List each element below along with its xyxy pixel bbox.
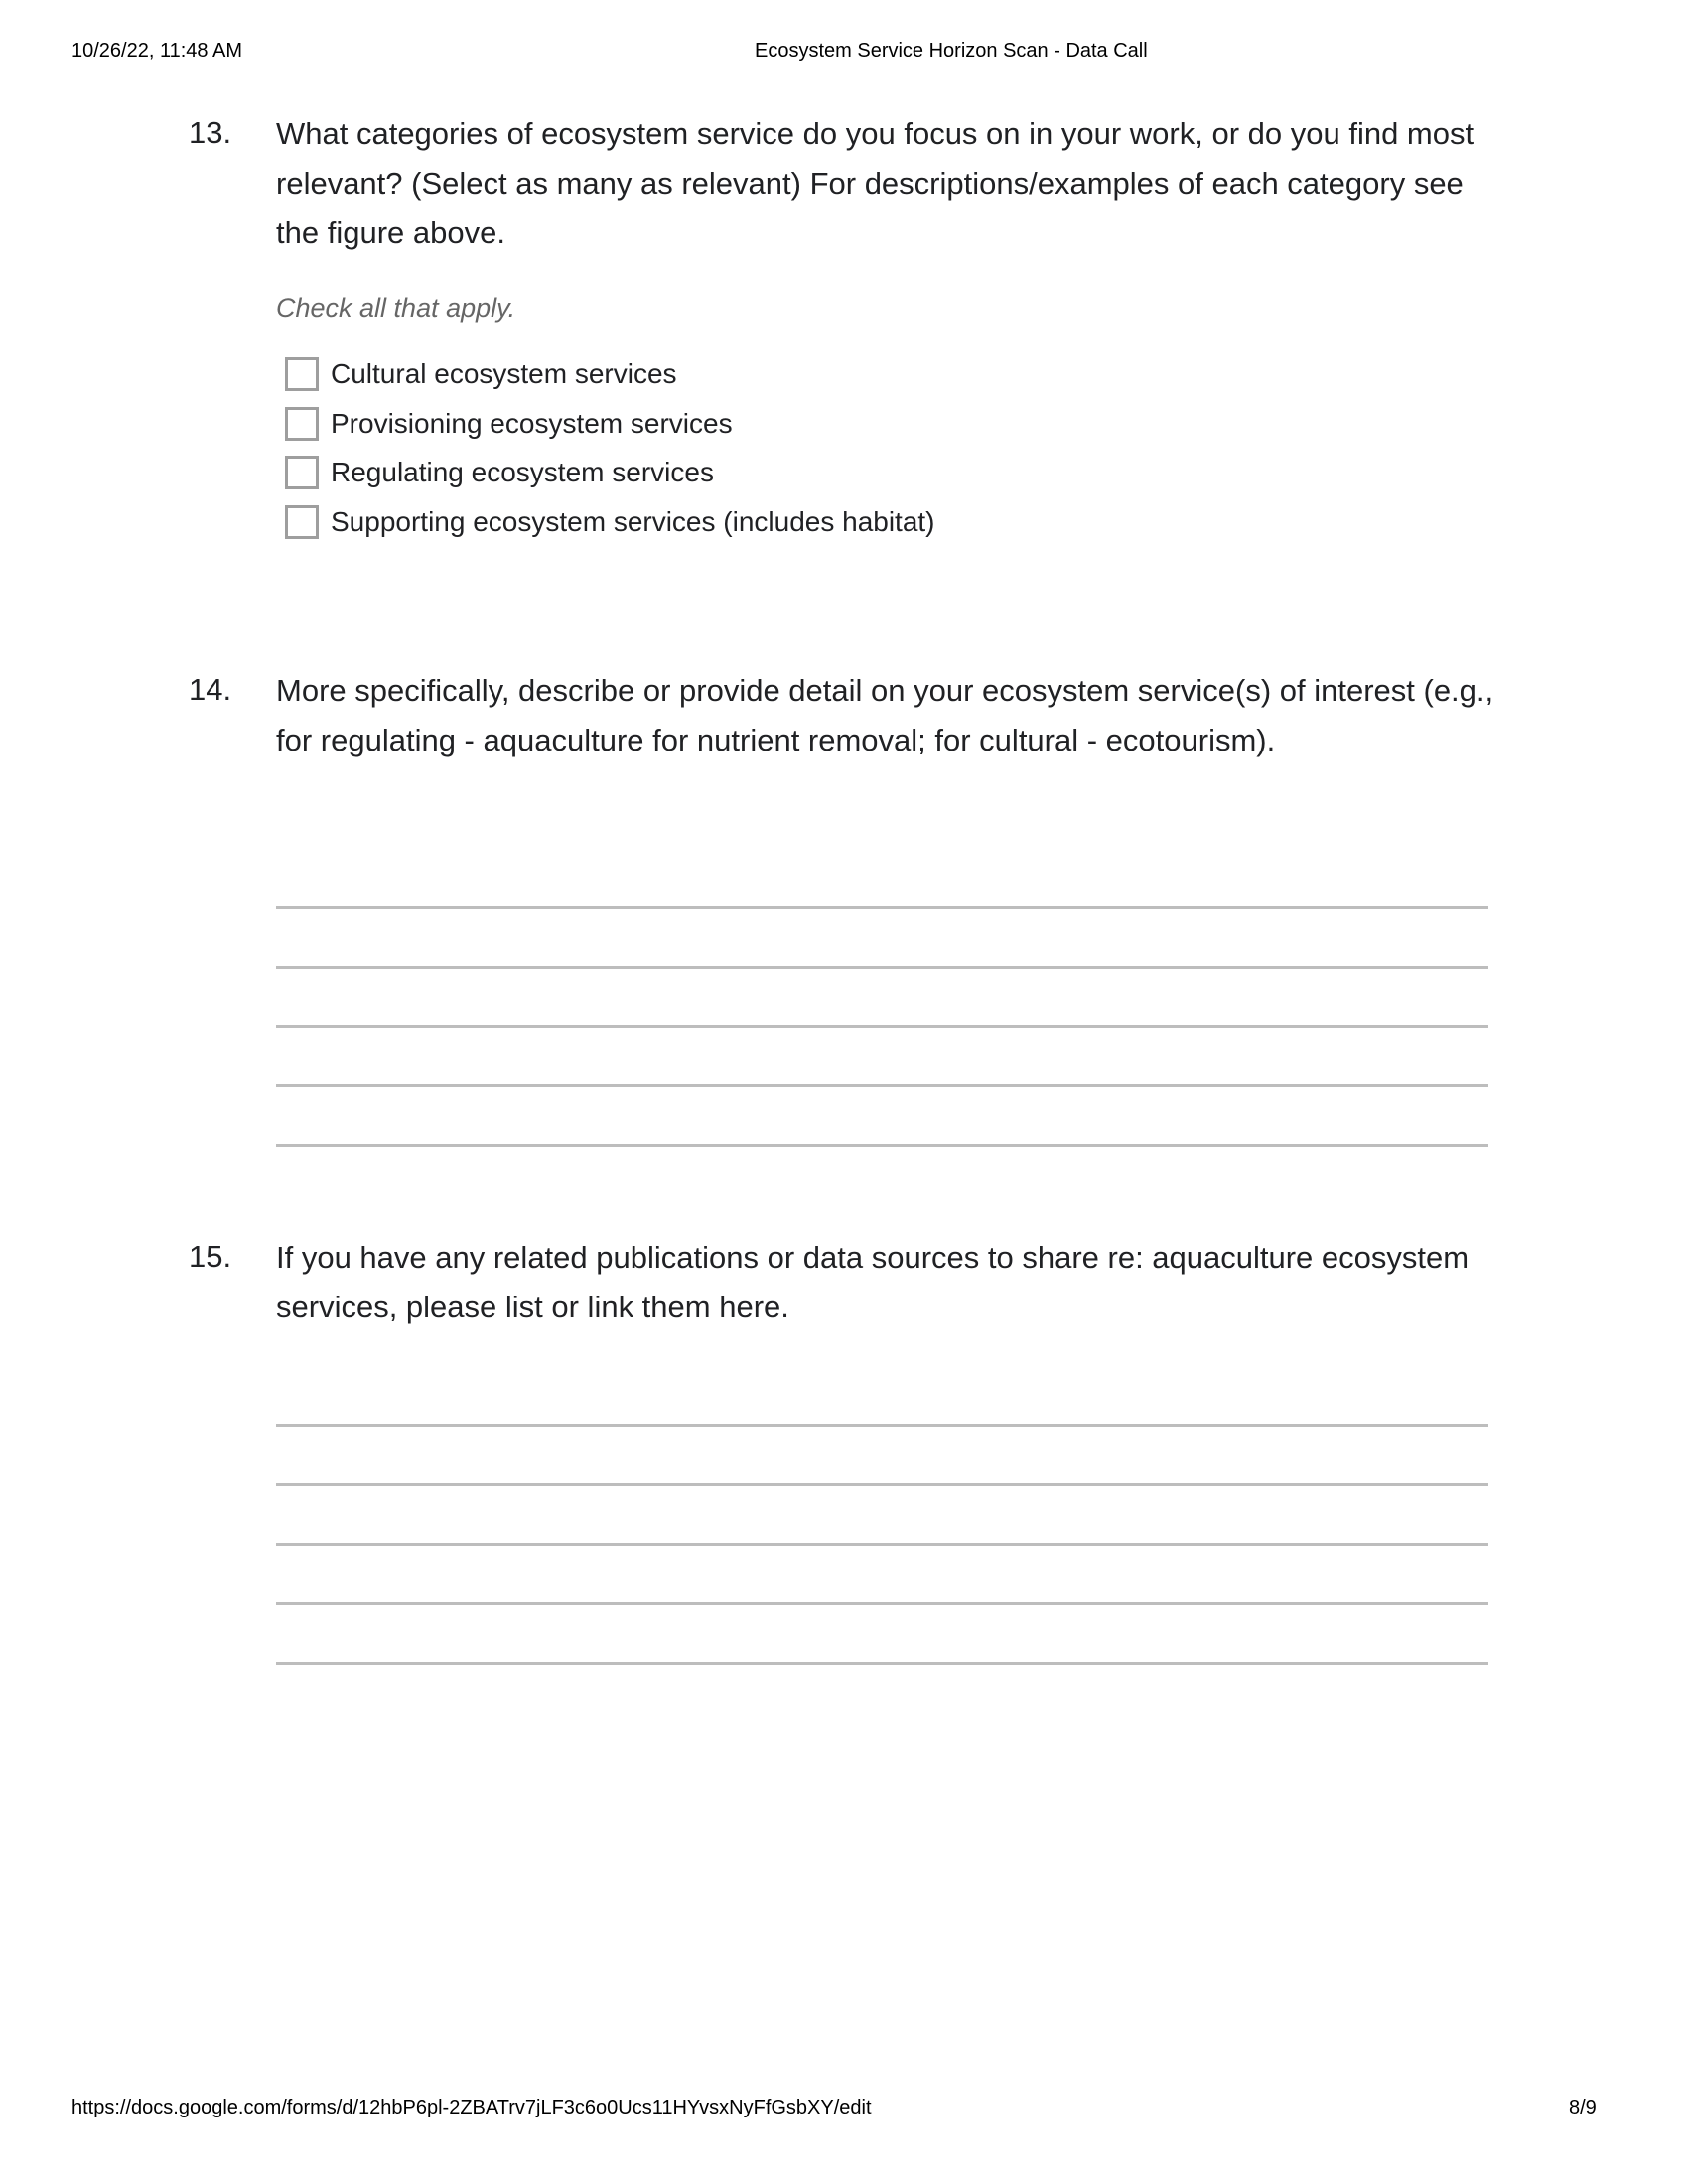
page-title: Ecosystem Service Horizon Scan - Data Call <box>755 40 1148 62</box>
question-number: 13. <box>189 115 232 150</box>
answer-line <box>276 906 1488 909</box>
option-supporting[interactable] <box>285 505 935 539</box>
option-cultural[interactable] <box>285 357 677 391</box>
option-label: Regulating ecosystem services <box>331 457 714 487</box>
option-label: Provisioning ecosystem services <box>331 408 733 439</box>
answer-line <box>276 1144 1488 1147</box>
answer-line <box>276 1424 1488 1427</box>
answer-line <box>276 1543 1488 1546</box>
page-url: https://docs.google.com/forms/d/12hbP6pl-2ZBATrv7jLF3c6o0Ucs11HYvsxNyFfGsbXY/edit <box>71 2097 872 2118</box>
answer-line <box>276 1483 1488 1486</box>
option-provisioning[interactable] <box>285 407 733 441</box>
option-label: Cultural ecosystem services <box>331 358 677 389</box>
answer-line <box>276 1084 1488 1087</box>
answer-line <box>276 1602 1488 1605</box>
question-hint: Check all that apply. <box>276 293 516 323</box>
question-text: If you have any related publications or data sources to share re: aquaculture ecosystem services, please list or link them here. <box>276 1240 1470 1324</box>
question-text: More specifically, describe or provide detail on your ecosystem service(s) of interest (e.g., for regulating - aquaculture for nutrient removal; for cultural - ecotourism). <box>276 673 1494 757</box>
checkbox[interactable] <box>285 505 319 539</box>
question-text: What categories of ecosystem service do you focus on in your work, or do you find most relevant? (Select as many as relevant) For descriptions/examples of each category see the figure above. <box>276 116 1475 250</box>
checkbox[interactable] <box>285 357 319 391</box>
option-regulating[interactable] <box>285 456 714 489</box>
answer-line <box>276 966 1488 969</box>
answer-line <box>276 1662 1488 1665</box>
print-datetime: 10/26/22, 11:48 AM <box>71 40 242 62</box>
question-number: 15. <box>189 1239 232 1274</box>
checkbox[interactable] <box>285 407 319 441</box>
checkbox[interactable] <box>285 456 319 489</box>
page-number: 8/9 <box>1569 2097 1597 2118</box>
answer-line <box>276 1025 1488 1028</box>
question-number: 14. <box>189 672 232 707</box>
option-label: Supporting ecosystem services (includes habitat) <box>331 506 935 537</box>
